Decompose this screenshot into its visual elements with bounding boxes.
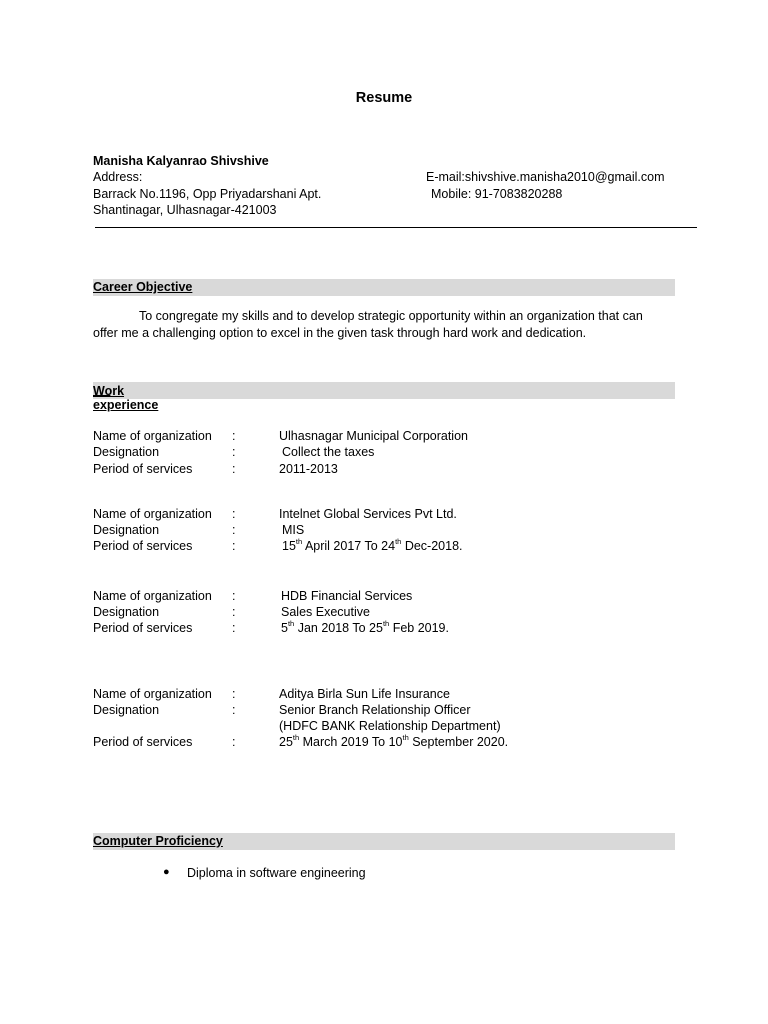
org-label: Name of organization (93, 589, 212, 603)
candidate-name: Manisha Kalyanrao Shivshive (93, 154, 269, 168)
document-title: Resume (355, 90, 413, 106)
designation-label: Designation (93, 445, 160, 459)
mobile-text: Mobile: 91-7083820288 (431, 187, 563, 201)
colon: : (232, 703, 236, 717)
colon: : (232, 445, 236, 459)
designation-label: Designation (93, 605, 160, 619)
colon: : (232, 589, 236, 603)
org-value: Aditya Birla Sun Life Insurance (279, 687, 450, 701)
career-objective-line-2: offer me a challenging option to excel in the given task through hard work and dedication. (93, 326, 587, 340)
period-value: 25th March 2019 To 10th September 2020. (279, 733, 509, 749)
email-text: E-mail:shivshive.manisha2010@gmail.com (426, 170, 665, 184)
period-label: Period of services (93, 462, 193, 476)
period-value: 15th April 2017 To 24th Dec-2018. (282, 537, 463, 553)
designation-value: Senior Branch Relationship Officer (279, 703, 471, 717)
period-label: Period of services (93, 735, 193, 749)
computer-proficiency-heading: Computer Proficiency (93, 834, 223, 848)
career-objective-heading-band (93, 279, 675, 296)
address-line-1: Barrack No.1196, Opp Priyadarshani Apt. (93, 187, 322, 201)
designation-value-2: (HDFC BANK Relationship Department) (279, 719, 501, 733)
org-value: HDB Financial Services (281, 589, 413, 603)
colon: : (232, 539, 236, 553)
address-label: Address: (93, 170, 143, 184)
bullet-icon: ● (163, 866, 170, 878)
org-value: Ulhasnagar Municipal Corporation (279, 429, 468, 443)
address-line-2: Shantinagar, Ulhasnagar-421003 (93, 203, 277, 217)
computer-proficiency-heading-band (93, 833, 675, 850)
list-item: Diploma in software engineering (187, 866, 366, 880)
career-objective-text (93, 308, 675, 342)
colon: : (232, 523, 236, 537)
colon: : (232, 687, 236, 701)
org-label: Name of organization (93, 429, 212, 443)
designation-label: Designation (93, 703, 160, 717)
career-objective-heading: Career Objective (93, 280, 193, 294)
header-divider (95, 227, 697, 228)
org-label: Name of organization (93, 687, 212, 701)
period-value: 2011-2013 (279, 462, 338, 476)
colon: : (232, 462, 236, 476)
period-label: Period of services (93, 621, 193, 635)
colon: : (232, 735, 236, 749)
designation-label: Designation (93, 523, 160, 537)
designation-value: Sales Executive (281, 605, 370, 619)
colon: : (232, 507, 236, 521)
org-value: Intelnet Global Services Pvt Ltd. (279, 507, 457, 521)
org-label: Name of organization (93, 507, 212, 521)
period-value: 5th Jan 2018 To 25th Feb 2019. (281, 619, 449, 635)
work-experience-heading-band (93, 382, 675, 412)
colon: : (232, 429, 236, 443)
period-label: Period of services (93, 539, 193, 553)
colon: : (232, 621, 236, 635)
colon: : (232, 605, 236, 619)
career-objective-line-1: To congregate my skills and to develop strategic opportunity within an organization that can (139, 309, 643, 323)
designation-value: MIS (282, 523, 305, 537)
designation-value: Collect the taxes (282, 445, 375, 459)
work-experience-heading: Work experience (93, 384, 159, 412)
